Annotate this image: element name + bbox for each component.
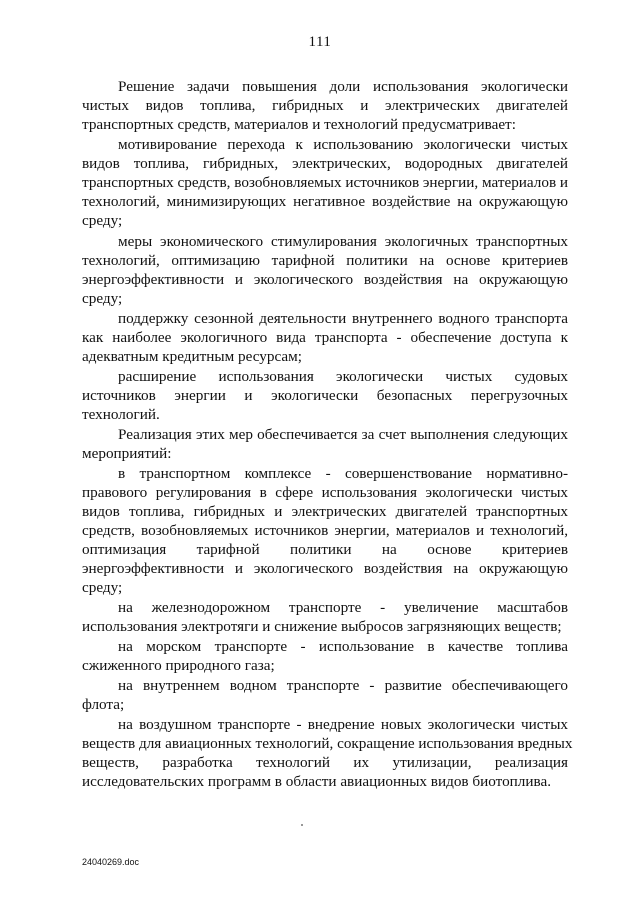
text-line: энергоэффективности и экологического воздействия на окружающую	[82, 271, 568, 288]
text-line: технологий.	[82, 406, 160, 423]
text-line: как наиболее экологичного вида транспорта - обеспечение доступа к	[82, 329, 568, 346]
text-line: Решение задачи повышения доли использования экологически	[118, 78, 568, 95]
text-line: на железнодорожном транспорте - увеличение масштабов	[118, 599, 568, 616]
text-line: среду;	[82, 579, 123, 596]
text-line: Реализация этих мер обеспечивается за счет выполнения следующих	[118, 426, 568, 443]
footer-file-code: 24040269.doc	[82, 857, 140, 867]
text-line: веществ для авиационных технологий, сокращение использования вредных	[82, 735, 573, 752]
text-line: мотивирование перехода к использованию экологически чистых	[118, 136, 568, 153]
text-line: чистых видов топлива, гибридных и электрических двигателей	[82, 97, 568, 114]
text-line: оптимизация тарифной политики на основе критериев	[82, 541, 568, 558]
text-line: меры экономического стимулирования экологичных транспортных	[118, 233, 568, 250]
text-line: энергоэффективности и экологического воздействия на окружающую	[82, 560, 568, 577]
text-line: технологий, минимизирующих негативное воздействие на окружающую	[82, 193, 568, 210]
text-line: транспортных средств, возобновляемых источников энергии, материалов и	[82, 174, 569, 191]
text-line: исследовательских программ в области авиационных видов биотоплива.	[82, 773, 552, 790]
text-line: адекватным кредитным ресурсам;	[82, 348, 302, 365]
text-line: в транспортном комплексе - совершенствование нормативно-	[118, 465, 568, 482]
text-line: транспортных средств, материалов и технологий предусматривает:	[82, 116, 516, 133]
scan-speck	[301, 824, 303, 826]
text-line: средств, возобновляемых источников энергии, материалов и технологий,	[82, 522, 568, 539]
text-line: расширение использования экологически чистых судовых	[118, 368, 568, 385]
text-line: видов топлива, гибридных, электрических, водородных двигателей	[82, 155, 568, 172]
text-line: источников энергии и экологически безопасных перегрузочных	[82, 387, 568, 404]
text-line: поддержку сезонной деятельности внутреннего водного транспорта	[118, 310, 568, 327]
text-line: видов топлива, гибридных и электрических двигателей транспортных	[82, 503, 568, 520]
text-line: технологий, оптимизацию тарифной политики на основе критериев	[82, 252, 568, 269]
text-line: на воздушном транспорте - внедрение новых экологически чистых	[118, 716, 568, 733]
text-line: флота;	[82, 696, 125, 713]
text-line: использования электротяги и снижение выбросов загрязняющих веществ;	[82, 618, 562, 635]
text-line: среду;	[82, 212, 123, 229]
text-line: среду;	[82, 290, 123, 307]
text-line: на внутреннем водном транспорте - развитие обеспечивающего	[118, 677, 568, 694]
text-line: мероприятий:	[82, 445, 172, 462]
text-line: на морском транспорте - использование в качестве топлива	[118, 638, 568, 655]
text-line: веществ, разработка технологий их утилизации, реализация	[82, 754, 568, 771]
text-line: сжиженного природного газа;	[82, 657, 275, 674]
page-number: 111	[308, 34, 332, 50]
text-line: правового регулирования в сфере использования экологически чистых	[82, 484, 568, 501]
